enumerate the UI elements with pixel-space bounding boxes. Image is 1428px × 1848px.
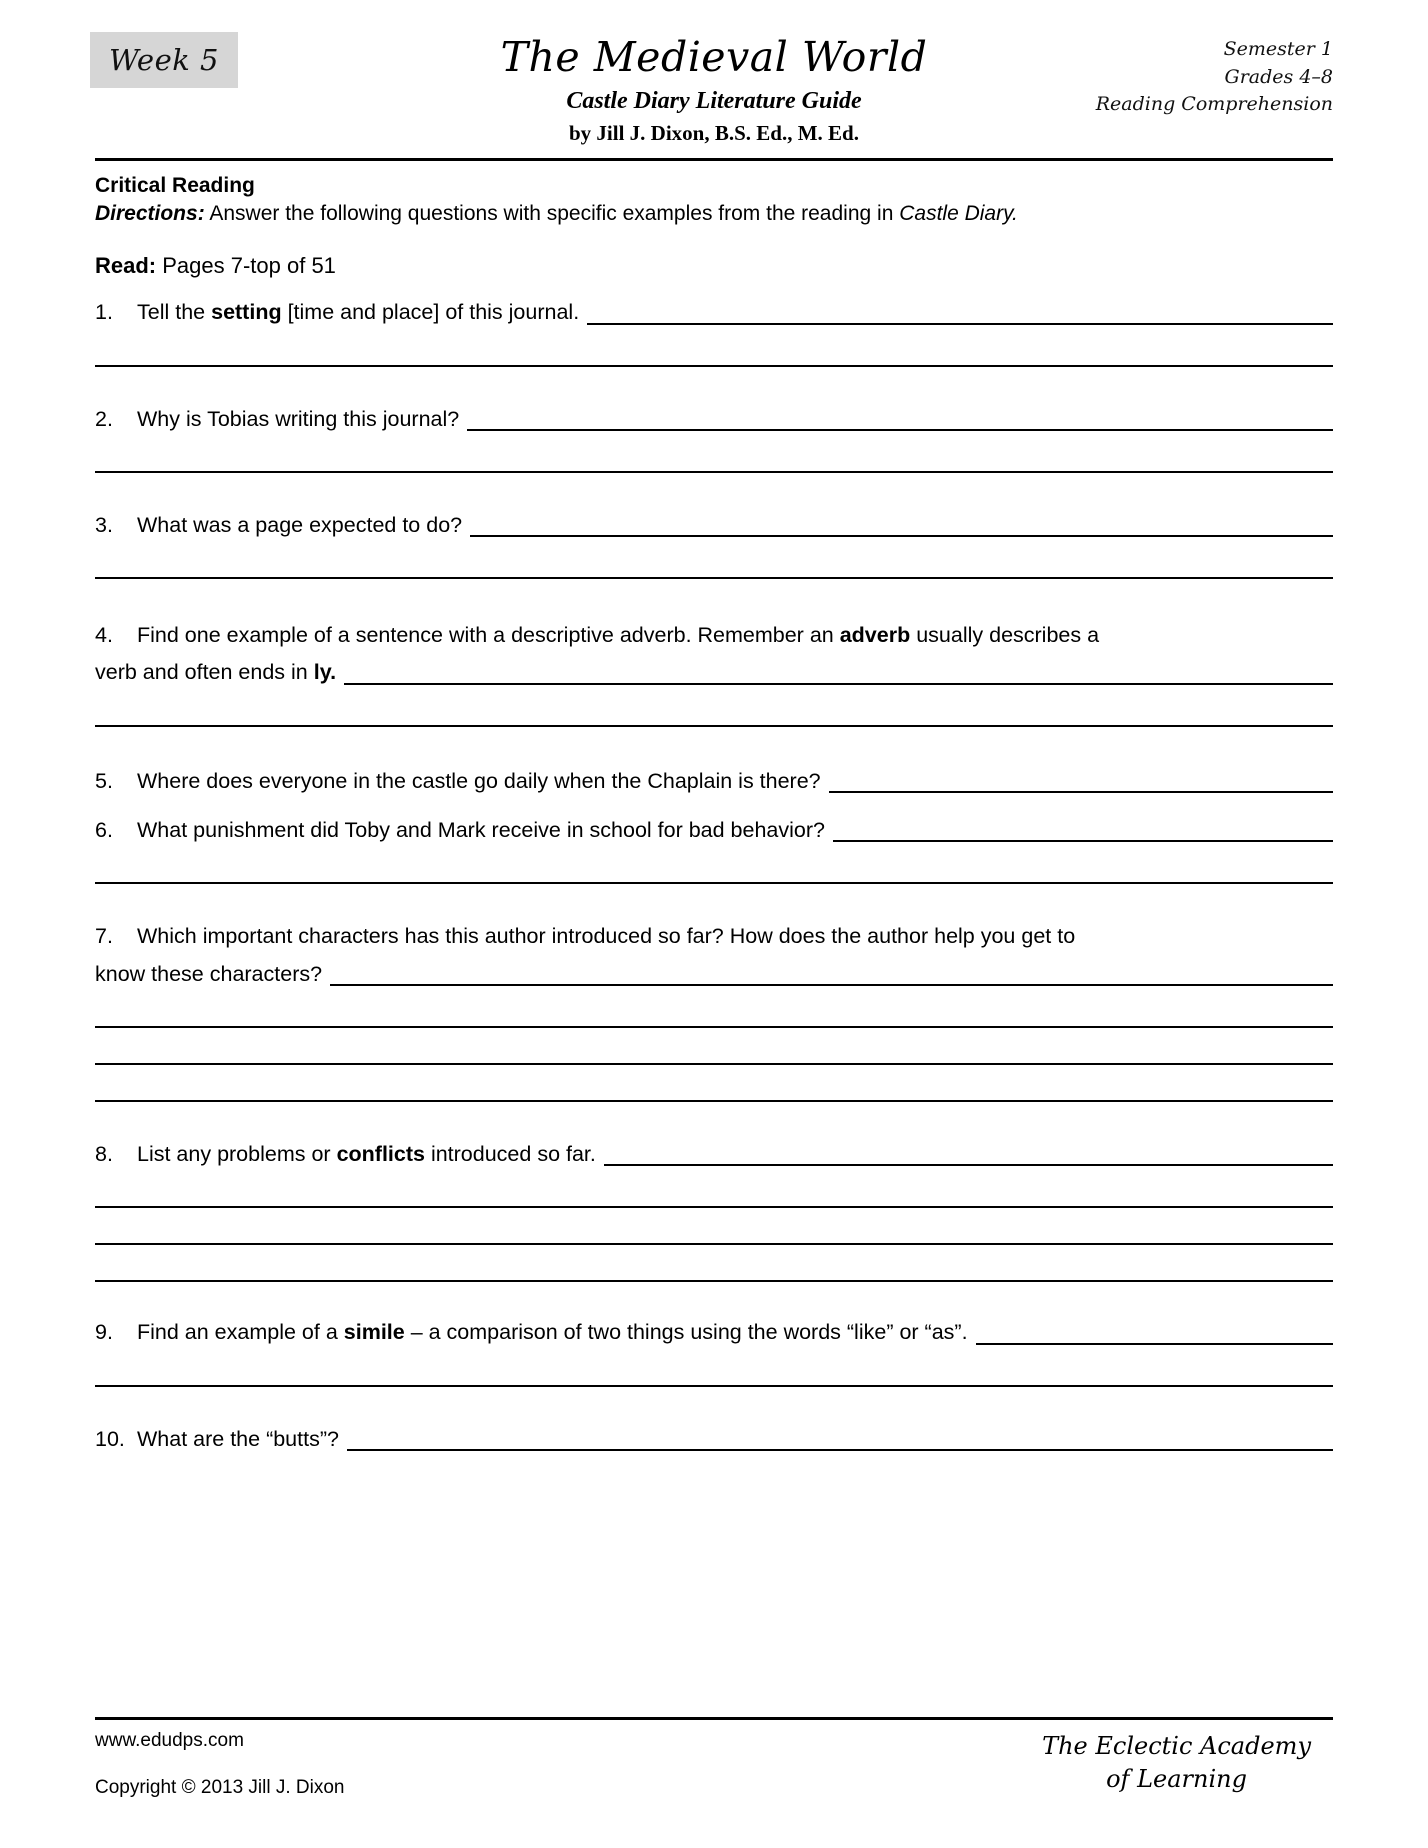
question-3 <box>95 509 1333 579</box>
directions-label: Directions: <box>95 202 205 226</box>
question-8-number: 8. <box>95 1142 113 1167</box>
question-5 <box>95 765 1333 798</box>
question-1 <box>95 296 1333 366</box>
question-5-number: 5. <box>95 768 113 793</box>
read-assignment <box>95 252 1333 281</box>
page-header <box>95 0 1333 152</box>
read-label: Read: <box>95 252 157 278</box>
meta-semester: Semester 1 <box>1223 38 1333 60</box>
question-4-answer-line-1[interactable] <box>344 682 1333 685</box>
directions-line <box>95 200 1333 228</box>
question-6 <box>95 814 1333 884</box>
question-2-answer-line-1[interactable] <box>467 428 1333 431</box>
question-7-text-line1: Which important characters has this author introduced so far? How does the author help you get to <box>137 924 1076 949</box>
question-4-text-line2-pre: verb and often ends in <box>95 660 314 685</box>
question-9-keyword: simile <box>343 1320 405 1345</box>
question-1-number: 1. <box>95 300 113 325</box>
question-3-text: What was a page expected to do? <box>137 512 463 537</box>
question-8-post: introduced so far. <box>424 1142 596 1167</box>
page-footer <box>95 1717 1333 1800</box>
question-10-text: What are the “butts”? <box>137 1426 339 1451</box>
question-3-answer-line-1[interactable] <box>470 534 1333 537</box>
question-9-pre: Find an example of a <box>137 1320 344 1345</box>
question-4-text-line1-pre: Find one example of a sentence with a descriptive adverb. Remember an <box>137 623 840 648</box>
question-5-text: Where does everyone in the castle go daily when the Chaplain is there? <box>137 768 821 793</box>
directions-book-title: Castle Diary. <box>899 202 1018 226</box>
question-4-answer-line-2[interactable] <box>95 724 1333 727</box>
directions-text: Answer the following questions with specific examples from the reading in <box>204 202 900 226</box>
question-8-answer-line-4[interactable] <box>95 1279 1333 1282</box>
author-byline: by Jill J. Dixon, B.S. Ed., M. Ed. <box>569 120 859 145</box>
question-8 <box>95 1138 1333 1282</box>
question-6-text: What punishment did Toby and Mark receive in school for bad behavior? <box>137 818 825 843</box>
question-8-pre: List any problems or <box>137 1142 337 1167</box>
question-4-text-line1-post: usually describes a <box>910 623 1100 648</box>
question-2-text: Why is Tobias writing this journal? <box>137 406 460 431</box>
question-4 <box>95 619 1333 727</box>
question-4-number: 4. <box>95 623 113 648</box>
question-1-pre: Tell the <box>137 300 212 325</box>
question-3-number: 3. <box>95 512 113 537</box>
question-1-answer-line-1[interactable] <box>587 322 1333 325</box>
question-1-answer-line-2[interactable] <box>95 364 1333 367</box>
question-9-number: 9. <box>95 1320 113 1345</box>
question-2-answer-line-2[interactable] <box>95 470 1333 473</box>
question-4-keyword: adverb <box>839 623 911 648</box>
academy-name-line2: of Learning <box>1106 1764 1247 1793</box>
week-badge-label: Week 5 <box>108 43 219 77</box>
read-value: Pages 7-top of 51 <box>156 252 336 278</box>
question-10 <box>95 1423 1333 1456</box>
academy-name-line1: The Eclectic Academy <box>1042 1732 1311 1761</box>
week-badge <box>90 32 238 88</box>
question-9-answer-line-2[interactable] <box>95 1384 1333 1387</box>
question-4-text-line2 <box>95 656 336 689</box>
footer-left <box>95 1730 345 1800</box>
question-9 <box>95 1316 1333 1386</box>
footer-copyright: Copyright © 2013 Jill J. Dixon <box>95 1777 345 1799</box>
question-8-answer-line-1[interactable] <box>604 1163 1333 1166</box>
page-subtitle: Castle Diary Literature Guide <box>566 88 862 115</box>
question-1-keyword: setting <box>211 300 282 325</box>
question-5-answer-line-1[interactable] <box>829 790 1333 793</box>
question-9-answer-line-1[interactable] <box>976 1342 1333 1345</box>
footer-website[interactable]: www.edudps.com <box>95 1730 244 1752</box>
page-title: The Medieval World <box>500 33 928 81</box>
section-title: Critical Reading <box>95 174 255 197</box>
question-8-keyword: conflicts <box>336 1142 425 1167</box>
question-1-post: [time and place] of this journal. <box>281 300 580 325</box>
question-7-answer-line-4[interactable] <box>95 1099 1333 1102</box>
question-10-number: 10. <box>95 1426 125 1451</box>
meta-grades: Grades 4–8 <box>1224 65 1333 88</box>
question-2-number: 2. <box>95 406 113 431</box>
question-8-text <box>137 1138 596 1171</box>
question-7 <box>95 920 1333 1102</box>
header-meta <box>1096 36 1333 119</box>
question-7-answer-line-1[interactable] <box>330 983 1333 986</box>
question-6-number: 6. <box>95 818 113 843</box>
question-6-answer-line-2[interactable] <box>95 881 1333 884</box>
question-6-answer-line-1[interactable] <box>833 839 1333 842</box>
question-3-answer-line-2[interactable] <box>95 576 1333 579</box>
question-4-keyword-2: ly. <box>313 660 337 685</box>
question-7-number: 7. <box>95 924 113 949</box>
academy-logo <box>1042 1730 1333 1795</box>
question-10-answer-line-1[interactable] <box>347 1448 1333 1451</box>
question-9-post: – a comparison of two things using the words “like” or “as”. <box>404 1320 968 1345</box>
question-7-text-line2: know these characters? <box>95 961 323 986</box>
question-2 <box>95 403 1333 473</box>
question-9-text <box>137 1316 968 1349</box>
meta-subject: Reading Comprehension <box>1095 93 1333 116</box>
worksheet-content <box>95 161 1333 1456</box>
question-1-text <box>137 296 579 329</box>
